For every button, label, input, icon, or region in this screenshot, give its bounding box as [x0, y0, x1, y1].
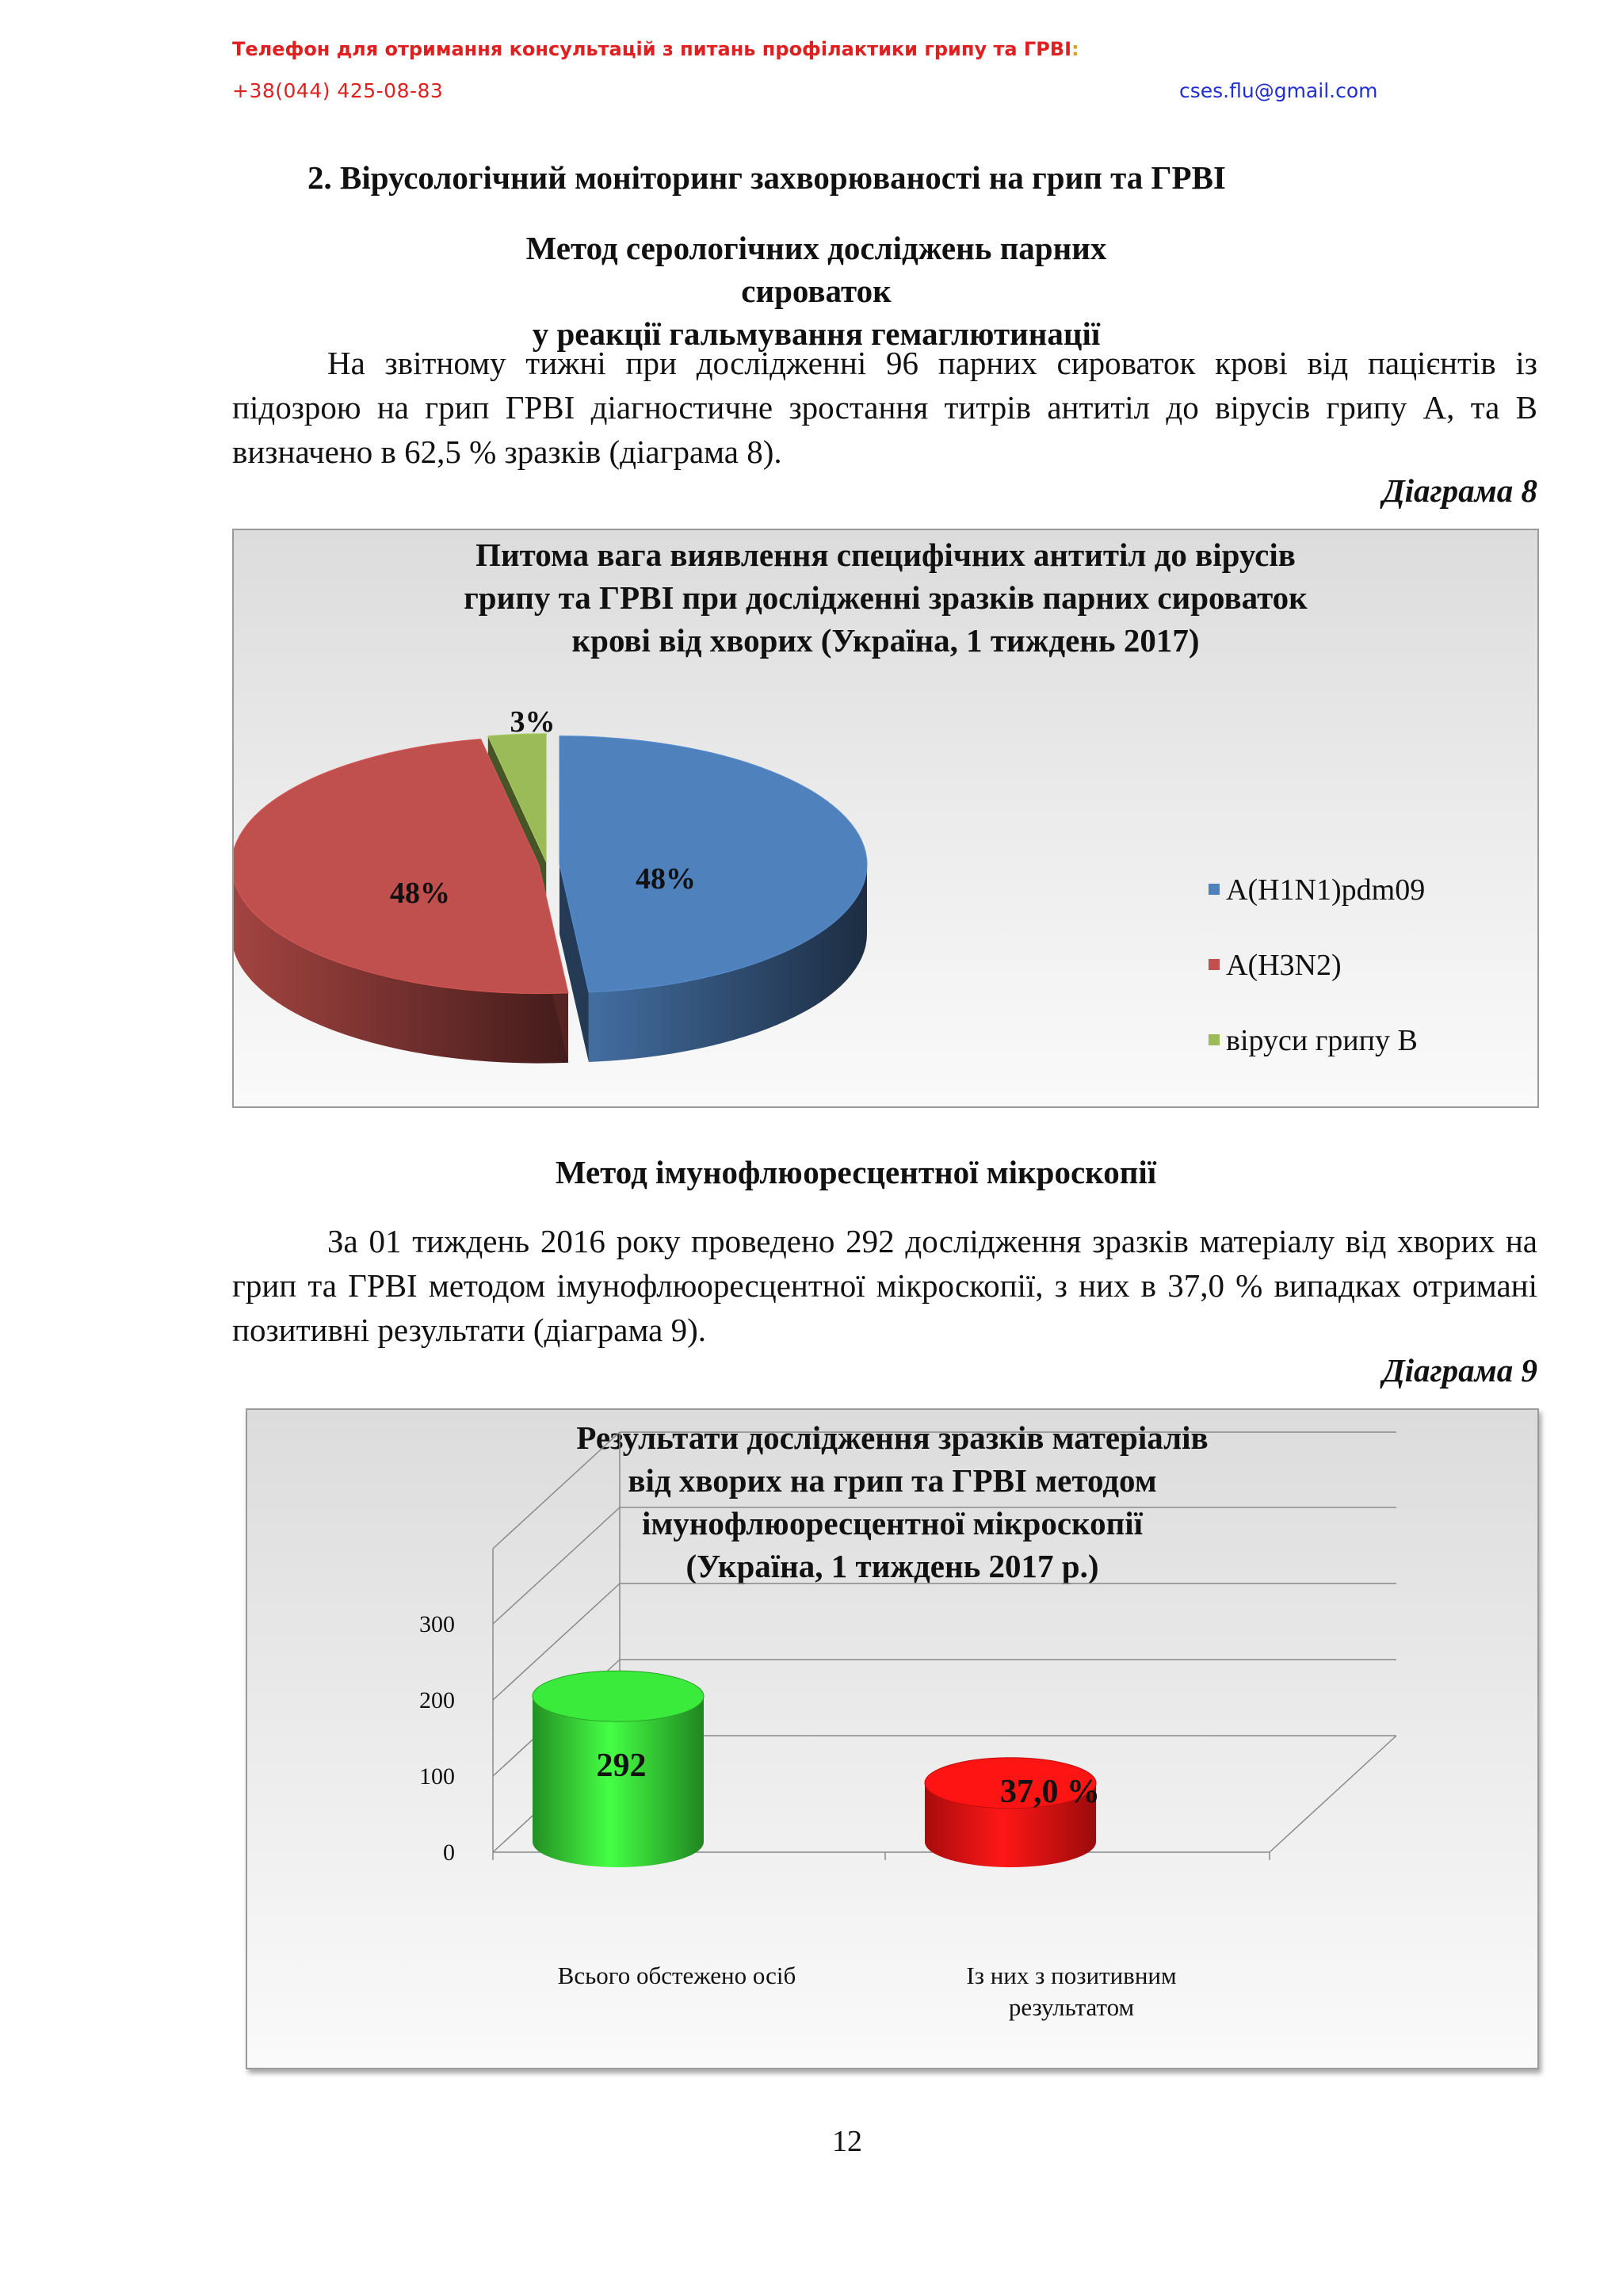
pie-data-label: 48% — [636, 862, 696, 896]
legend-label: віруси грипу В — [1226, 1024, 1418, 1057]
grid-line — [493, 1432, 620, 1549]
hotline-text: Телефон для отримання консультацій з питань профілактики грипу та ГРВІ: — [232, 38, 1079, 60]
hotline-email[interactable]: cses.flu@gmail.com — [1179, 79, 1378, 102]
bar-data-label: 37,0 % — [1000, 1774, 1100, 1810]
diagram8-panel — [232, 529, 1539, 1108]
hotline-phone[interactable]: +38(044) 425-08-83 — [232, 79, 444, 102]
y-tick-label: 200 — [419, 1687, 455, 1713]
method2-paragraph: За 01 тиждень 2016 року проведено 292 дослідження зразків матеріалу від хворих на грип та ГРВІ методом імунофлюоресцентної мікроскопії, з них в 37,0 % випадках отримані позитивні результати (діаграма 9). — [232, 1223, 1537, 1348]
pie-data-label: 48% — [390, 877, 450, 910]
axis-line — [1270, 1736, 1396, 1852]
diagram8-title-line: Питома вага виявлення специфічних антитіл до вірусів — [475, 537, 1296, 573]
x-category-label: Всього обстежено осіб — [557, 1962, 796, 1989]
diagram9-title-line: (Україна, 1 тиждень 2017 р.) — [685, 1548, 1099, 1584]
y-tick-label: 300 — [419, 1611, 455, 1637]
diagram9-panel — [246, 1408, 1539, 2069]
y-tick-label: 100 — [419, 1763, 455, 1790]
section-heading: 2. Вірусологічний моніторинг захворюваності на грип та ГРВІ — [307, 159, 1226, 196]
bar-chart — [247, 1410, 1537, 2068]
page-number: 12 — [832, 2125, 862, 2158]
pie-legend-item — [1209, 1023, 1418, 1058]
pie-legend-item — [1209, 873, 1425, 907]
bar-data-label: 292 — [596, 1748, 647, 1784]
diagram8-title-line: грипу та ГРВІ при дослідженні зразків парних сироваток — [464, 579, 1308, 616]
diagram8-title-line: крові від хворих (Україна, 1 тиждень 2017) — [571, 622, 1200, 659]
pie-legend-item — [1209, 948, 1342, 983]
method1-paragraph: На звітному тижні при дослідженні 96 парних сироваток крові від пацієнтів із підозрою на грип ГРВІ діагностичне зростання титрів антитіл до вірусів грипу А, та В визначено в 62,5 % зразків (діаграма 8). — [232, 345, 1537, 470]
diagram9-title-line: імунофлюоресцентної мікроскопії — [641, 1505, 1144, 1541]
legend-swatch — [1209, 959, 1220, 970]
pie-data-label: 3% — [510, 705, 556, 739]
legend-swatch — [1209, 1034, 1220, 1045]
diagram9-label: Діаграма 9 — [1382, 1352, 1537, 1389]
x-category-label: Із них з позитивним — [966, 1962, 1177, 1989]
method1-heading — [460, 227, 1173, 355]
diagram9-title-line: від хворих на грип та ГРВІ методом — [628, 1462, 1157, 1499]
method1-heading-line1: Метод серологічних досліджень парних сироваток — [525, 230, 1107, 309]
grid-line — [493, 1507, 620, 1624]
diagram8-title — [234, 533, 1537, 662]
bar-cylinder-top — [533, 1671, 704, 1721]
method1-heading-line2: у реакції гальмування гемаглютинації — [532, 315, 1101, 352]
x-category-label: результатом — [1008, 1993, 1135, 2021]
y-tick-label: 0 — [443, 1839, 455, 1866]
diagram8-label: Діаграма 8 — [1382, 472, 1537, 509]
legend-swatch — [1209, 884, 1220, 895]
legend-label: A(H3N2) — [1226, 949, 1342, 982]
legend-label: A(H1N1)pdm09 — [1226, 873, 1426, 907]
method2-heading: Метод імунофлюоресцентної мікроскопії — [555, 1154, 1157, 1190]
diagram9-title-line: Результати дослідження зразків матеріалів — [576, 1419, 1209, 1456]
pie-chart — [234, 657, 1026, 1101]
